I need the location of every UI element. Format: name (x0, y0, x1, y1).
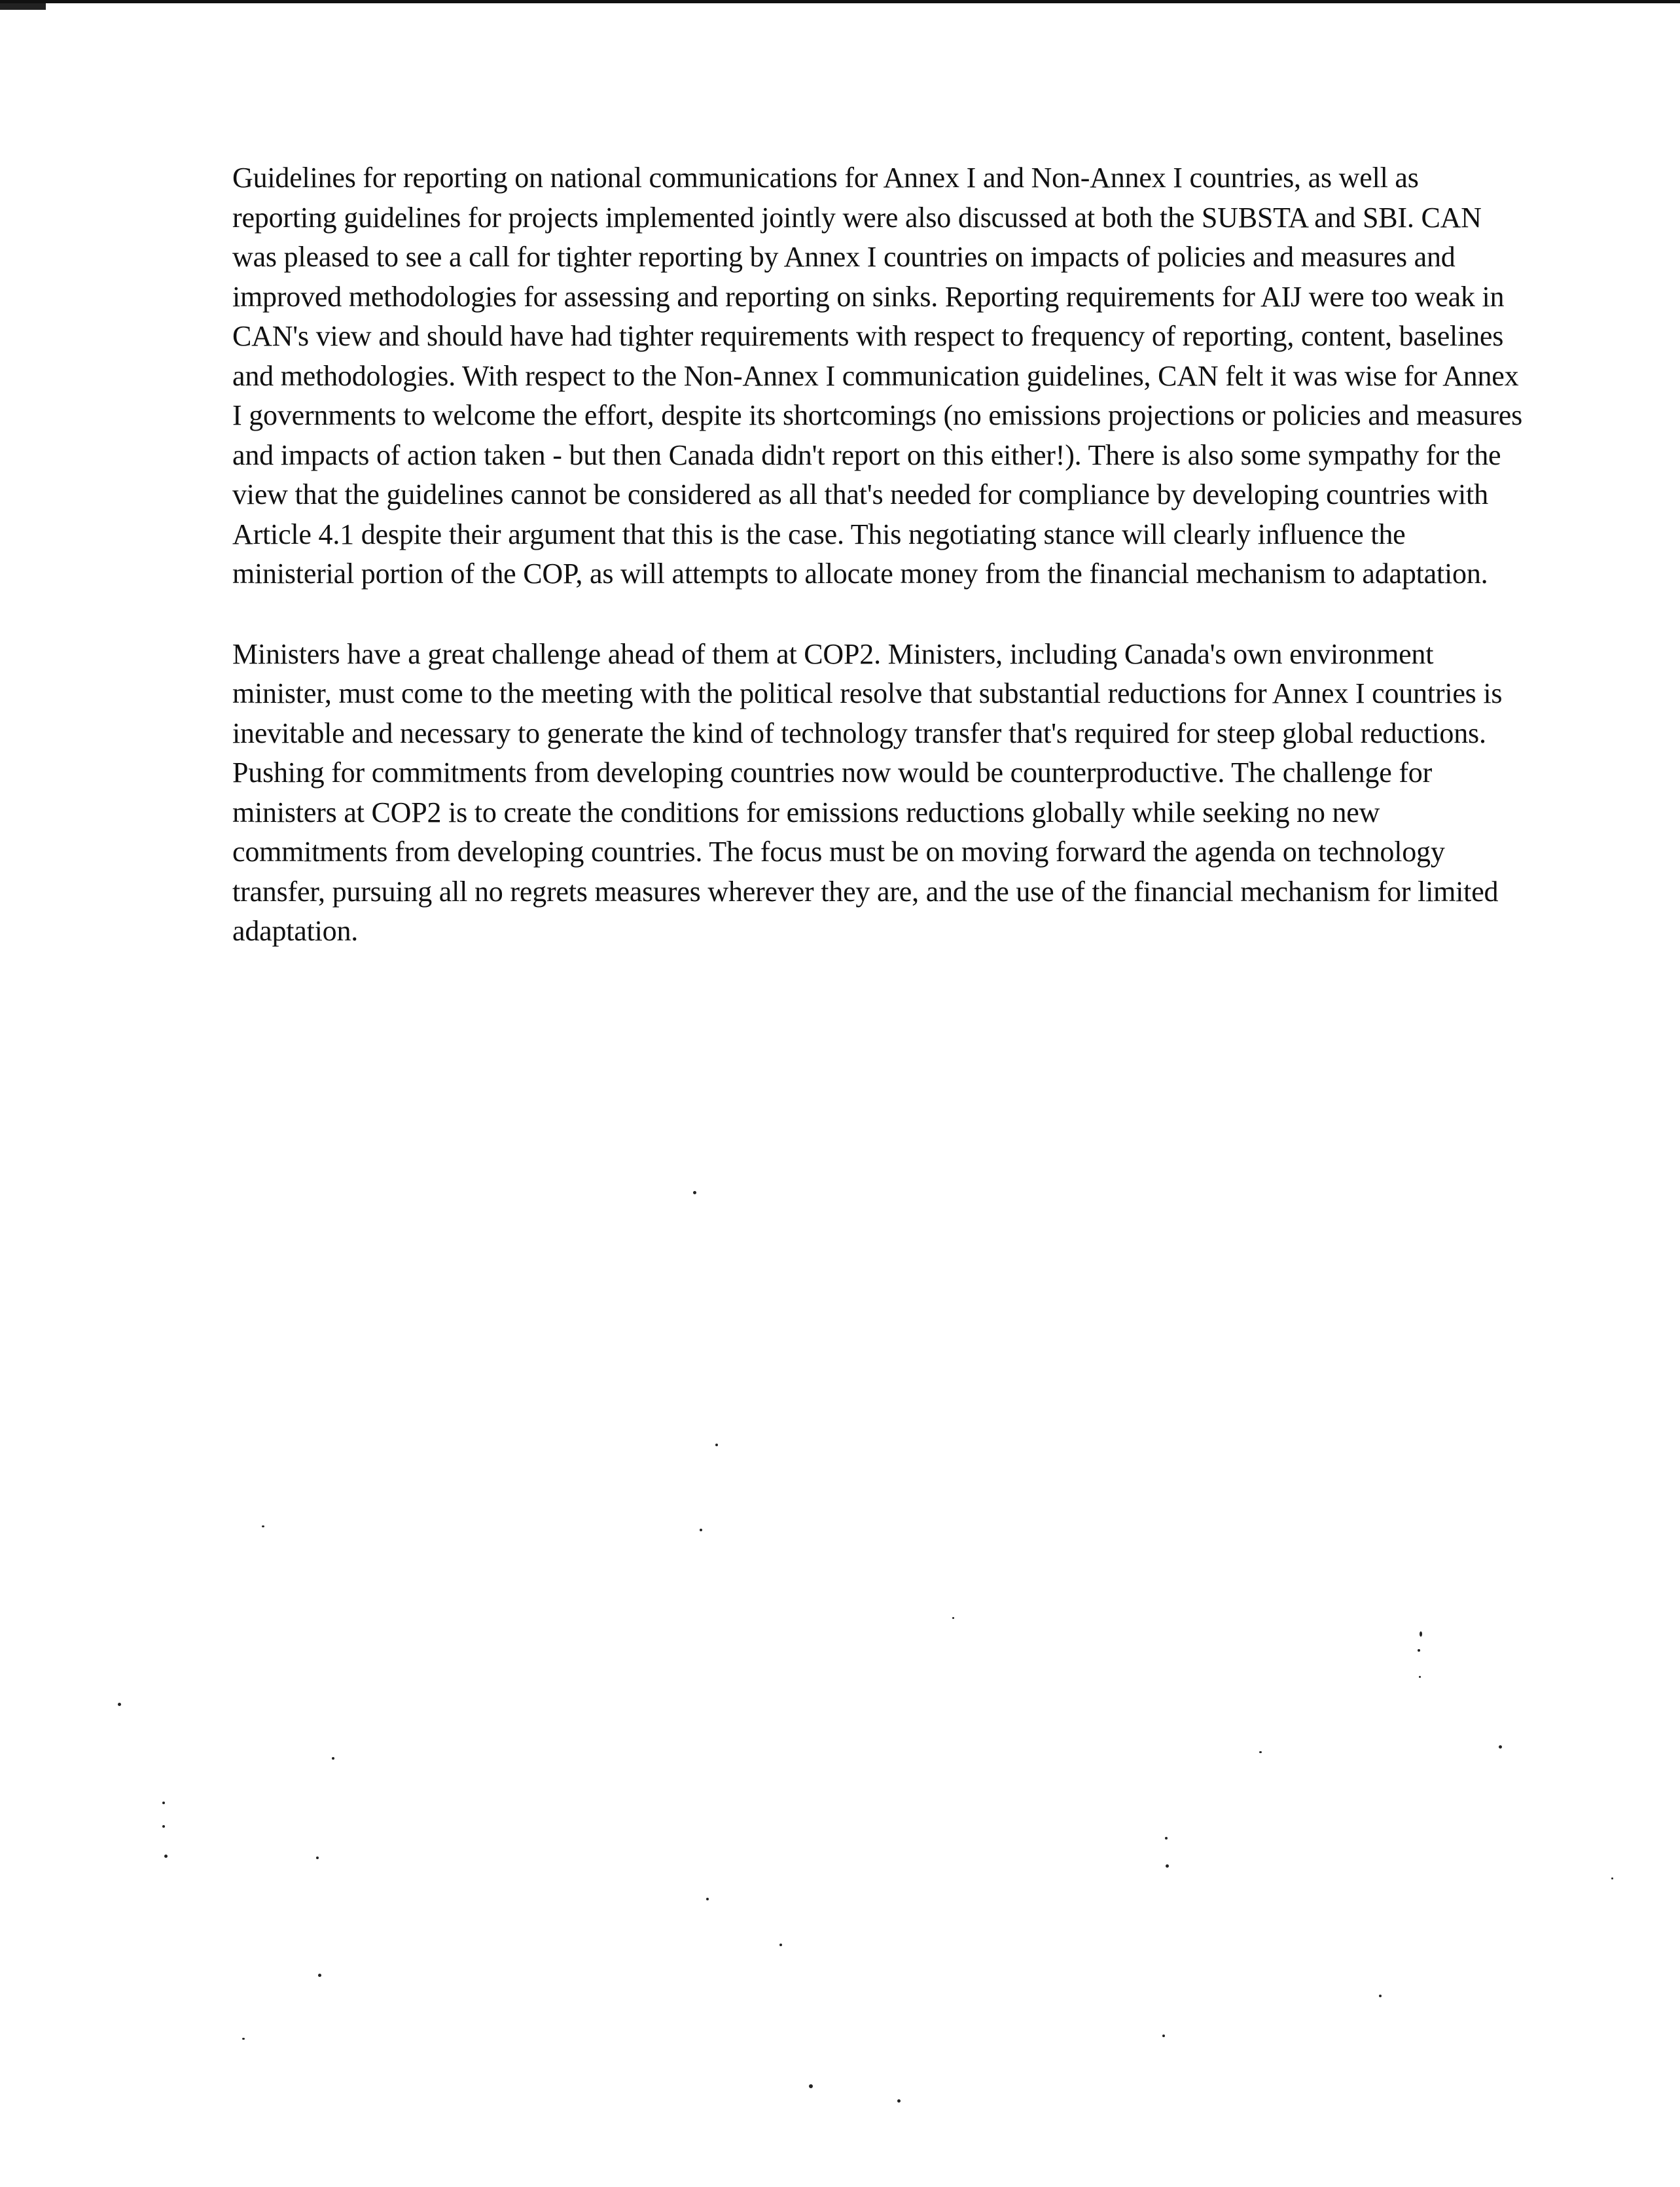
scan-speck (1420, 1631, 1422, 1637)
body-text (232, 158, 1528, 992)
scan-speck (1499, 1745, 1502, 1749)
scan-speck (700, 1529, 702, 1531)
scan-speck (242, 2038, 245, 2040)
scan-speck (779, 1944, 782, 1946)
scan-speck (332, 1757, 334, 1760)
scan-speck (1419, 1676, 1421, 1678)
scan-top-edge (0, 0, 1680, 3)
scan-speck (715, 1444, 718, 1446)
scan-speck (1259, 1751, 1262, 1753)
scan-speck (164, 1855, 168, 1858)
scan-speck (952, 1617, 954, 1619)
scan-speck (809, 2084, 813, 2088)
scan-speck (897, 2099, 901, 2103)
scan-speck (162, 1802, 165, 1804)
scan-speck (1166, 1864, 1169, 1868)
scan-speck (1379, 1995, 1382, 1997)
scan-speck (316, 1857, 319, 1859)
scan-speck (318, 1974, 321, 1977)
scan-speck (1611, 1877, 1613, 1879)
scan-speck (118, 1703, 121, 1706)
scan-speck (706, 1898, 709, 1900)
scan-speck (1418, 1649, 1420, 1652)
scan-speck (693, 1191, 696, 1194)
scan-corner-mark (0, 3, 46, 10)
scan-speck (262, 1525, 264, 1527)
paragraph-reporting-guidelines: Guidelines for reporting on national communications for Annex I and Non-Annex I countries, as well as reporting guidelines for projects implemented jointly were also discussed at both the SUBSTA and SBI. CAN was pleased to see a call for tighter reporting by Annex I countries on impacts of policies and measures and improved methodologies for assessing and reporting on sinks. Reporting requirements for AIJ were too weak in CAN's view and should have had tighter requirements with respect to frequency of reporting, content, baselines and methodologies. With respect to the Non-Annex I communication guidelines, CAN felt it was wise for Annex I governments to welcome the effort, despite its shortcomings (no emissions projections or policies and measures and impacts of action taken - but then Canada didn't report on this either!). There is also some sympathy for the view that the guidelines cannot be considered as all that's needed for compliance by developing countries with Article 4.1 despite their argument that this is the case. This negotiating stance will clearly influence the ministerial portion of the COP, as will attempts to allocate money from the financial mechanism to adaptation. (232, 162, 1523, 590)
scan-speck (1165, 1837, 1168, 1840)
scan-speck (1162, 2035, 1165, 2037)
paragraph-ministers-challenge: Ministers have a great challenge ahead of them at COP2. Ministers, including Canada's own environment minister, must come to the meeting with the political resolve that substantial reductions for Annex I countries is inevitable and necessary to generate the kind of technology transfer that's required for steep global reductions. Pushing for commitments from developing countries now would be counterproductive. The challenge for ministers at COP2 is to create the conditions for emissions reductions globally while seeking no new commitments from developing countries. The focus must be on moving forward the agenda on technology transfer, pursuing all no regrets measures wherever they are, and the use of the financial mechanism for limited adaptation. (232, 637, 1503, 947)
scan-speck (162, 1825, 165, 1828)
